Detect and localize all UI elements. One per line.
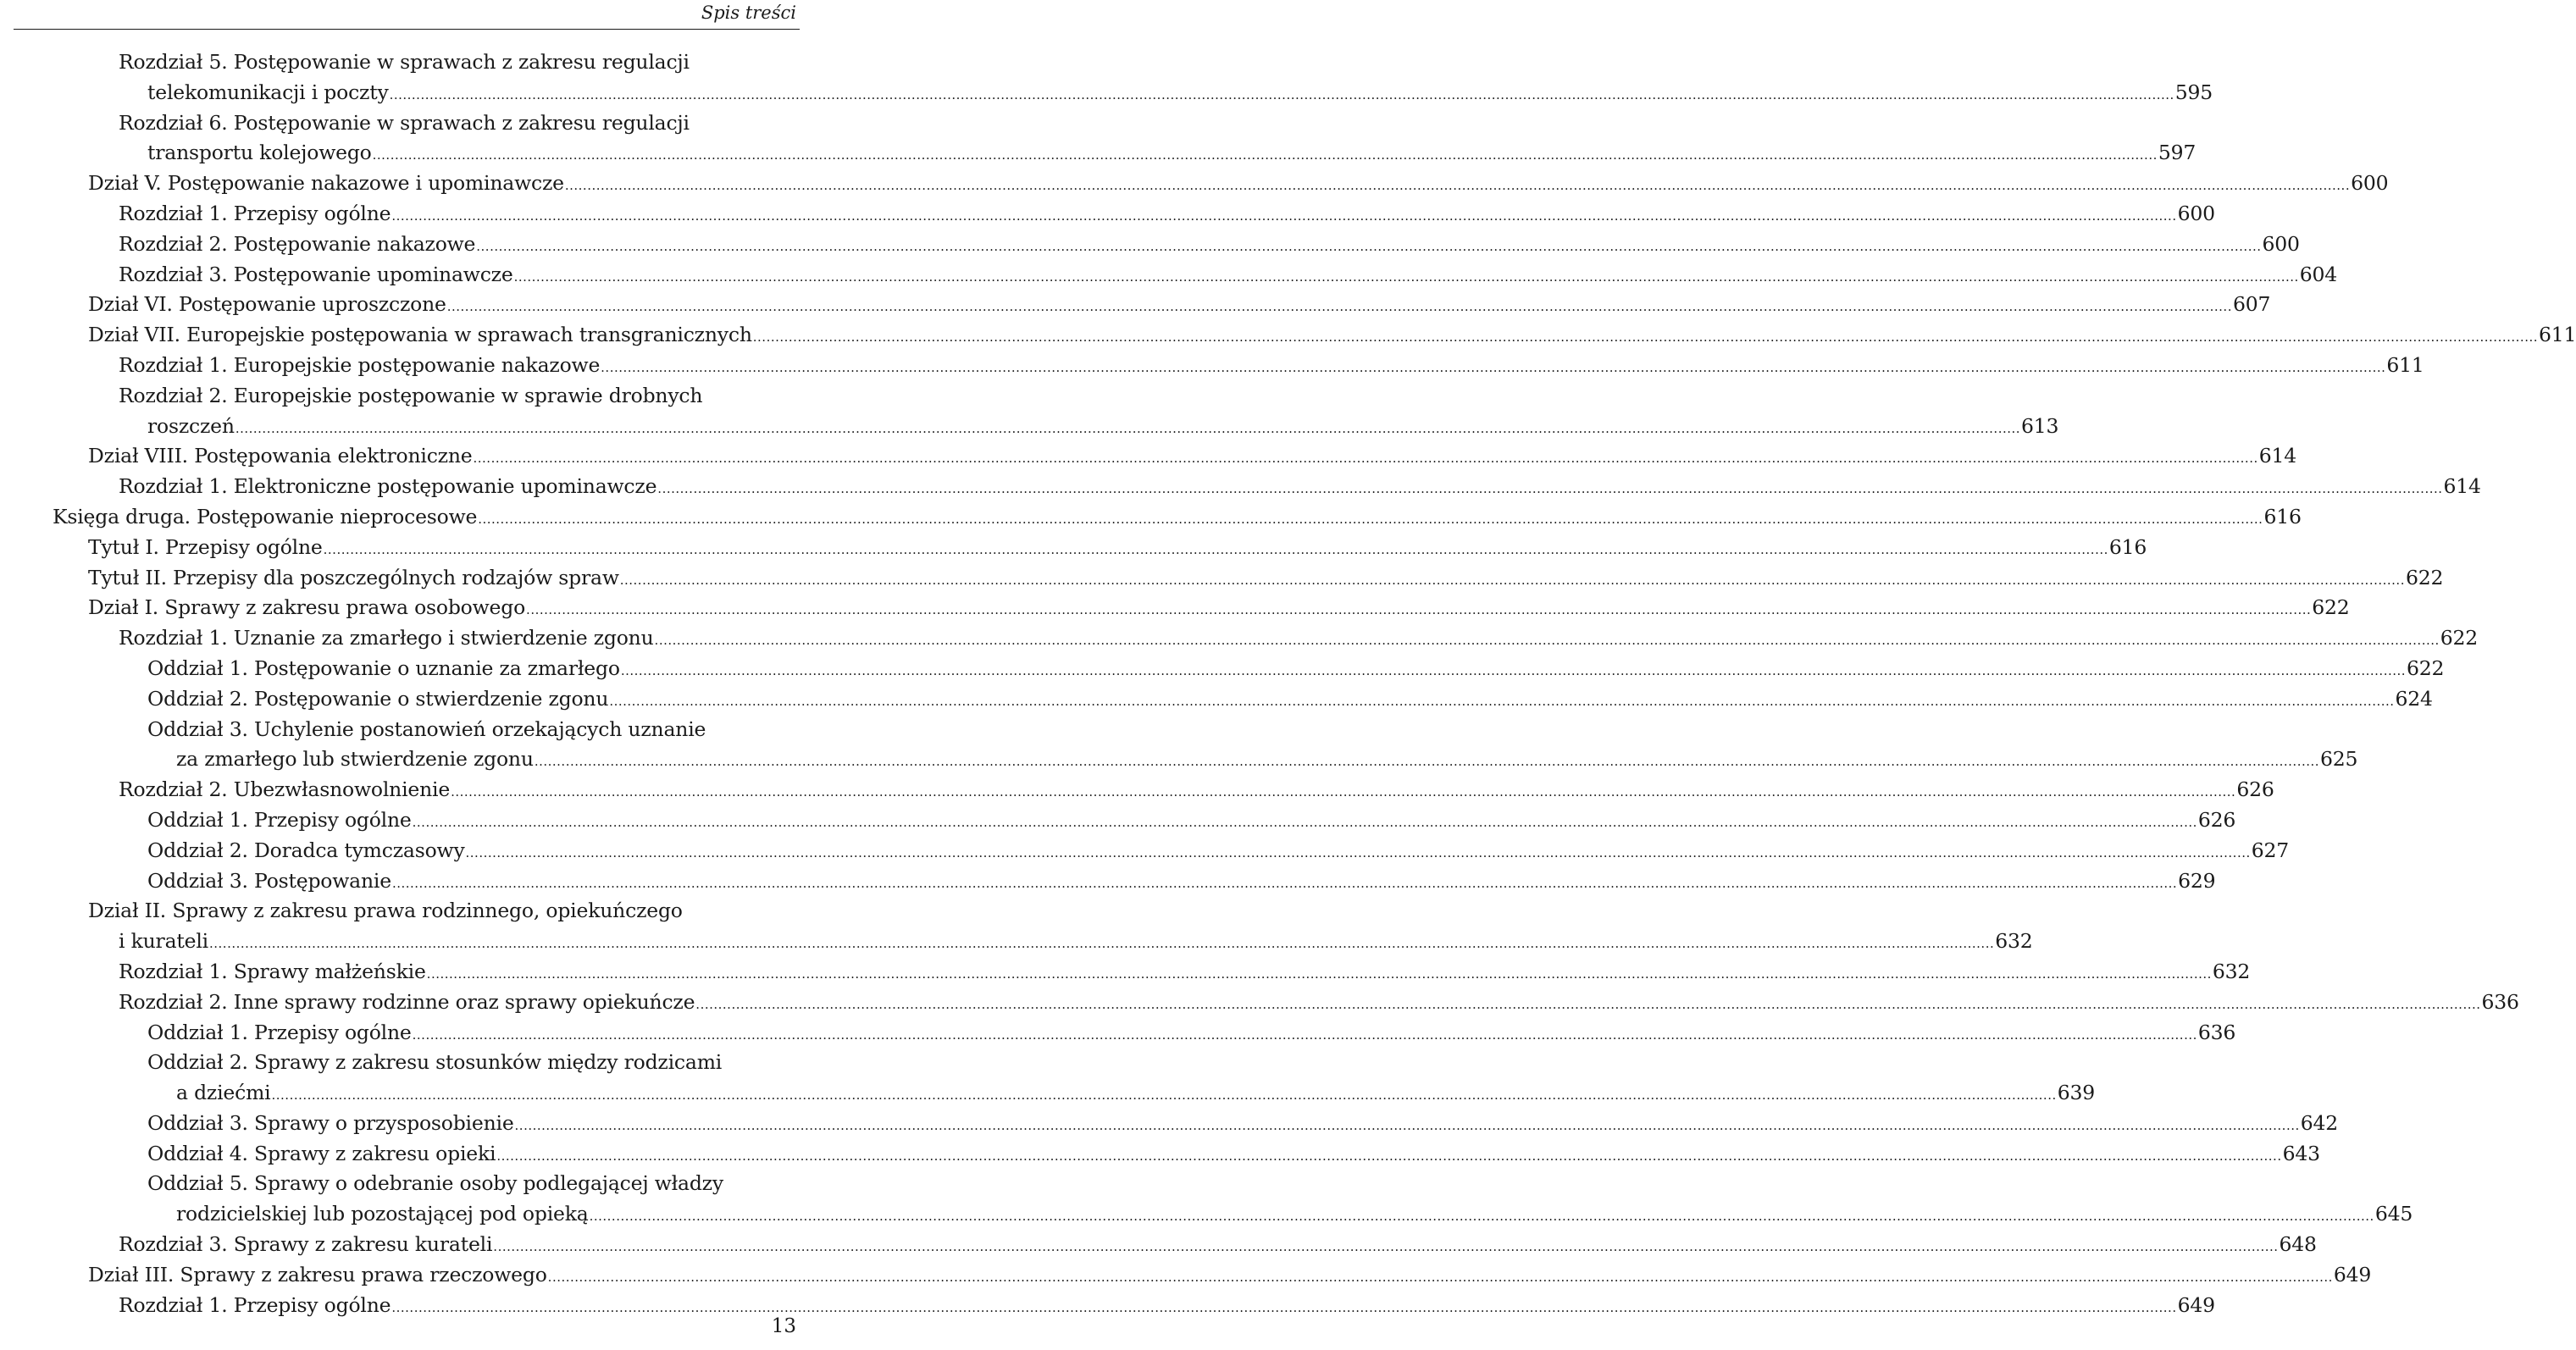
toc-entry bbox=[0, 715, 813, 745]
toc-leader-dots: ................................................................................................................................................................................................................................................................................................................................................................................................................ bbox=[412, 814, 2197, 830]
toc-entry bbox=[0, 1260, 2372, 1291]
toc-entry bbox=[0, 138, 2197, 169]
toc-entry-title: Rozdział 2. Inne sprawy rodzinne oraz sprawy opiekuńcze bbox=[119, 989, 695, 1014]
toc-entry-title: Rozdział 3. Postępowanie upominawcze bbox=[119, 262, 513, 286]
toc-entry-page: 600 bbox=[2351, 171, 2389, 196]
toc-entry bbox=[0, 563, 2444, 594]
toc-entry-title: Rozdział 2. Ubezwłasnowolnienie bbox=[119, 777, 451, 802]
toc-entry-title: Rozdział 1. Przepisy ogólne bbox=[119, 1292, 391, 1317]
toc-entry-page: 595 bbox=[2174, 80, 2213, 104]
toc-entry bbox=[0, 866, 2216, 897]
toc-leader-dots: ................................................................................................................................................................................................................................................................................................................................................................................................................ bbox=[323, 541, 2108, 557]
toc-leader-dots: ................................................................................................................................................................................................................................................................................................................................................................................................................ bbox=[426, 965, 2212, 982]
toc-entry bbox=[0, 472, 2481, 502]
toc-entry-title: Oddział 1. Przepisy ogólne bbox=[147, 1020, 412, 1044]
toc-entry-title: Rozdział 1. Europejskie postępowanie nakazowe bbox=[119, 352, 601, 377]
toc-entry bbox=[0, 441, 2296, 472]
toc-entry-title: Rozdział 2. Europejskie postępowanie w sprawie drobnych bbox=[119, 383, 703, 407]
toc-entry-title: Oddział 5. Sprawy o odebranie osoby podlegającej władzy bbox=[147, 1171, 723, 1196]
toc-entry-page: 642 bbox=[2300, 1110, 2339, 1135]
toc-entry-title: Rozdział 2. Postępowanie nakazowe bbox=[119, 231, 476, 256]
toc-entry-page: 622 bbox=[2407, 656, 2445, 680]
toc-entry bbox=[0, 988, 2519, 1018]
toc-entry bbox=[0, 290, 2271, 320]
table-of-contents bbox=[0, 47, 2576, 1320]
toc-entry-title: za zmarłego lub stwierdzenie zgonu bbox=[176, 747, 534, 772]
toc-leader-dots: ................................................................................................................................................................................................................................................................................................................................................................................................................ bbox=[601, 359, 2386, 375]
page-number: 13 bbox=[771, 1315, 796, 1337]
toc-entry-page: 607 bbox=[2232, 292, 2271, 317]
toc-leader-dots: ................................................................................................................................................................................................................................................................................................................................................................................................................ bbox=[391, 1299, 2177, 1315]
header-title: Spis treści bbox=[701, 3, 796, 23]
toc-entry-page: 616 bbox=[2263, 504, 2302, 528]
toc-leader-dots: ................................................................................................................................................................................................................................................................................................................................................................................................................ bbox=[271, 1087, 2057, 1104]
toc-entry-title: Rozdział 1. Elektroniczne postępowanie upominawcze bbox=[119, 474, 657, 499]
toc-entry bbox=[0, 260, 2338, 290]
toc-entry bbox=[0, 47, 813, 78]
toc-entry-page: 627 bbox=[2251, 838, 2290, 862]
toc-entry-title: a dziećmi bbox=[176, 1081, 271, 1105]
toc-leader-dots: ................................................................................................................................................................................................................................................................................................................................................................................................................ bbox=[478, 511, 2263, 527]
toc-entry bbox=[0, 1078, 2095, 1109]
toc-entry-title: telekomunikacji i poczty bbox=[147, 80, 389, 104]
toc-entry-title: Oddział 2. Doradca tymczasowy bbox=[147, 838, 465, 862]
toc-entry-title: Dział VI. Postępowanie uproszczone bbox=[88, 292, 446, 317]
toc-leader-dots: ................................................................................................................................................................................................................................................................................................................................................................................................................ bbox=[526, 602, 2312, 618]
toc-entry-page: 600 bbox=[2177, 201, 2215, 225]
toc-entry-title: Księga druga. Postępowanie nieprocesowe bbox=[53, 504, 478, 528]
toc-entry-title: transportu kolejowego bbox=[147, 141, 372, 165]
toc-entry-title: Dział I. Sprawy z zakresu prawa osobowego bbox=[88, 595, 526, 620]
toc-leader-dots: ................................................................................................................................................................................................................................................................................................................................................................................................................ bbox=[412, 1026, 2197, 1043]
toc-leader-dots: ................................................................................................................................................................................................................................................................................................................................................................................................................ bbox=[389, 86, 2174, 102]
toc-entry bbox=[0, 1048, 813, 1078]
toc-entry bbox=[0, 896, 813, 927]
toc-entry-page: 616 bbox=[2108, 534, 2147, 559]
toc-entry bbox=[0, 927, 2033, 957]
toc-leader-dots: ................................................................................................................................................................................................................................................................................................................................................................................................................ bbox=[391, 875, 2178, 891]
toc-entry-title: Dział III. Sprawy z zakresu prawa rzeczowego bbox=[88, 1262, 547, 1286]
toc-entry-title: Rozdział 1. Przepisy ogólne bbox=[119, 201, 391, 225]
toc-entry-title: Oddział 2. Sprawy z zakresu stosunków między rodzicami bbox=[147, 1050, 723, 1075]
toc-entry-page: 622 bbox=[2405, 565, 2444, 589]
toc-entry-title: Oddział 3. Postępowanie bbox=[147, 868, 391, 893]
toc-entry bbox=[0, 230, 2300, 260]
toc-entry-title: Tytuł I. Przepisy ogólne bbox=[88, 534, 323, 559]
toc-entry-page: 600 bbox=[2262, 231, 2300, 256]
toc-entry-page: 649 bbox=[2177, 1292, 2215, 1317]
toc-leader-dots: ................................................................................................................................................................................................................................................................................................................................................................................................................ bbox=[657, 481, 2443, 497]
toc-entry-page: 614 bbox=[2258, 444, 2296, 468]
toc-entry bbox=[0, 1139, 2320, 1170]
toc-entry-page: 626 bbox=[2197, 807, 2236, 832]
toc-entry-title: Dział VII. Europejskie postępowania w sprawach transgranicznych bbox=[88, 323, 752, 347]
toc-leader-dots: ................................................................................................................................................................................................................................................................................................................................................................................................................ bbox=[496, 1148, 2282, 1164]
toc-leader-dots: ................................................................................................................................................................................................................................................................................................................................................................................................................ bbox=[465, 844, 2251, 860]
toc-entry-title: i kurateli bbox=[119, 929, 208, 954]
toc-leader-dots: ................................................................................................................................................................................................................................................................................................................................................................................................................ bbox=[589, 1209, 2374, 1225]
toc-entry-page: 636 bbox=[2197, 1020, 2236, 1044]
toc-entry bbox=[0, 351, 2424, 381]
toc-entry bbox=[0, 108, 813, 139]
toc-entry bbox=[0, 1199, 2413, 1230]
toc-entry-page: 632 bbox=[1995, 929, 2033, 954]
toc-entry-page: 643 bbox=[2282, 1141, 2320, 1165]
toc-entry-page: 629 bbox=[2178, 868, 2216, 893]
toc-entry-title: Oddział 1. Przepisy ogólne bbox=[147, 807, 412, 832]
toc-leader-dots: ................................................................................................................................................................................................................................................................................................................................................................................................................ bbox=[609, 693, 2395, 709]
toc-entry bbox=[0, 199, 2215, 230]
toc-entry bbox=[0, 1109, 2339, 1139]
toc-entry bbox=[0, 623, 2479, 654]
toc-entry-page: 645 bbox=[2374, 1202, 2413, 1226]
toc-entry bbox=[0, 836, 2290, 866]
toc-leader-dots: ................................................................................................................................................................................................................................................................................................................................................................................................................ bbox=[513, 268, 2299, 285]
toc-entry bbox=[0, 412, 2059, 442]
toc-leader-dots: ................................................................................................................................................................................................................................................................................................................................................................................................................ bbox=[391, 207, 2177, 224]
toc-leader-dots: ................................................................................................................................................................................................................................................................................................................................................................................................................ bbox=[620, 662, 2407, 678]
toc-entry bbox=[0, 805, 2236, 836]
toc-entry-title: Oddział 3. Sprawy o przysposobienie bbox=[147, 1110, 514, 1135]
toc-leader-dots: ................................................................................................................................................................................................................................................................................................................................................................................................................ bbox=[235, 420, 2021, 436]
toc-entry-title: Rozdział 1. Uznanie za zmarłego i stwierdzenie zgonu bbox=[119, 626, 654, 650]
toc-entry-title: Rozdział 1. Sprawy małżeńskie bbox=[119, 959, 426, 983]
toc-entry bbox=[0, 533, 2147, 563]
toc-leader-dots: ................................................................................................................................................................................................................................................................................................................................................................................................................ bbox=[619, 572, 2405, 588]
toc-leader-dots: ................................................................................................................................................................................................................................................................................................................................................................................................................ bbox=[493, 1239, 2279, 1255]
toc-leader-dots: ................................................................................................................................................................................................................................................................................................................................................................................................................ bbox=[372, 147, 2158, 163]
toc-entry-title: Oddział 1. Postępowanie o uznanie za zmarłego bbox=[147, 656, 620, 680]
toc-entry bbox=[0, 502, 2302, 533]
toc-entry bbox=[0, 1230, 2317, 1260]
toc-entry-page: 614 bbox=[2443, 474, 2481, 499]
toc-entry bbox=[0, 957, 2251, 988]
toc-entry bbox=[0, 593, 2350, 623]
toc-leader-dots: ................................................................................................................................................................................................................................................................................................................................................................................................................ bbox=[209, 936, 1995, 952]
toc-entry-page: 639 bbox=[2057, 1081, 2095, 1105]
toc-entry-page: 648 bbox=[2279, 1232, 2317, 1257]
toc-entry-page: 604 bbox=[2299, 262, 2338, 286]
toc-entry bbox=[0, 775, 2274, 805]
toc-entry-page: 626 bbox=[2236, 777, 2274, 802]
running-header bbox=[14, 0, 800, 30]
toc-entry-title: Tytuł II. Przepisy dla poszczególnych rodzajów spraw bbox=[88, 565, 619, 589]
toc-entry-title: roszczeń bbox=[147, 413, 235, 438]
toc-entry-title: Oddział 4. Sprawy z zakresu opieki bbox=[147, 1141, 496, 1165]
toc-leader-dots: ................................................................................................................................................................................................................................................................................................................................................................................................................ bbox=[476, 238, 2262, 254]
toc-entry bbox=[0, 684, 2433, 715]
toc-entry-title: Rozdział 3. Sprawy z zakresu kurateli bbox=[119, 1232, 493, 1257]
toc-entry bbox=[0, 744, 2358, 775]
toc-entry-title: Rozdział 6. Postępowanie w sprawach z zakresu regulacji bbox=[119, 110, 690, 135]
toc-entry-title: Dział V. Postępowanie nakazowe i upominawcze bbox=[88, 171, 564, 196]
toc-entry-page: 624 bbox=[2395, 686, 2433, 711]
toc-entry-page: 636 bbox=[2481, 989, 2519, 1014]
toc-entry-page: 597 bbox=[2158, 141, 2197, 165]
toc-leader-dots: ................................................................................................................................................................................................................................................................................................................................................................................................................ bbox=[534, 754, 2320, 770]
toc-entry bbox=[0, 78, 2213, 108]
toc-leader-dots: ................................................................................................................................................................................................................................................................................................................................................................................................................ bbox=[446, 299, 2232, 315]
toc-entry-title: Dział II. Sprawy z zakresu prawa rodzinnego, opiekuńczego bbox=[88, 899, 683, 923]
toc-entry bbox=[0, 1291, 2215, 1321]
toc-entry-page: 611 bbox=[2386, 352, 2424, 377]
toc-leader-dots: ................................................................................................................................................................................................................................................................................................................................................................................................................ bbox=[547, 1269, 2333, 1285]
toc-leader-dots: ................................................................................................................................................................................................................................................................................................................................................................................................................ bbox=[752, 329, 2538, 346]
toc-entry bbox=[0, 1169, 813, 1199]
toc-entry-page: 632 bbox=[2212, 959, 2251, 983]
toc-leader-dots: ................................................................................................................................................................................................................................................................................................................................................................................................................ bbox=[564, 178, 2351, 194]
toc-entry-page: 625 bbox=[2320, 747, 2358, 772]
toc-entry-page: 649 bbox=[2333, 1262, 2372, 1286]
toc-entry-page: 613 bbox=[2021, 413, 2059, 438]
toc-entry bbox=[0, 1018, 2236, 1048]
toc-entry bbox=[0, 169, 2389, 199]
toc-entry-page: 622 bbox=[2312, 595, 2350, 620]
toc-entry-title: Rozdział 5. Postępowanie w sprawach z zakresu regulacji bbox=[119, 50, 690, 74]
toc-leader-dots: ................................................................................................................................................................................................................................................................................................................................................................................................................ bbox=[514, 1117, 2300, 1133]
toc-entry bbox=[0, 381, 813, 412]
toc-leader-dots: ................................................................................................................................................................................................................................................................................................................................................................................................................ bbox=[695, 996, 2481, 1012]
toc-entry bbox=[0, 320, 2576, 351]
toc-leader-dots: ................................................................................................................................................................................................................................................................................................................................................................................................................ bbox=[473, 451, 2258, 467]
toc-entry-title: rodzicielskiej lub pozostającej pod opieką bbox=[176, 1202, 589, 1226]
toc-entry-title: Dział VIII. Postępowania elektroniczne bbox=[88, 444, 473, 468]
toc-entry-page: 611 bbox=[2539, 323, 2576, 347]
toc-entry-page: 622 bbox=[2440, 626, 2479, 650]
toc-entry-title: Oddział 2. Postępowanie o stwierdzenie zgonu bbox=[147, 686, 609, 711]
toc-entry-title: Oddział 3. Uchylenie postanowień orzekających uznanie bbox=[147, 716, 706, 741]
toc-leader-dots: ................................................................................................................................................................................................................................................................................................................................................................................................................ bbox=[451, 784, 2236, 800]
toc-leader-dots: ................................................................................................................................................................................................................................................................................................................................................................................................................ bbox=[654, 633, 2440, 649]
toc-entry bbox=[0, 654, 2445, 684]
